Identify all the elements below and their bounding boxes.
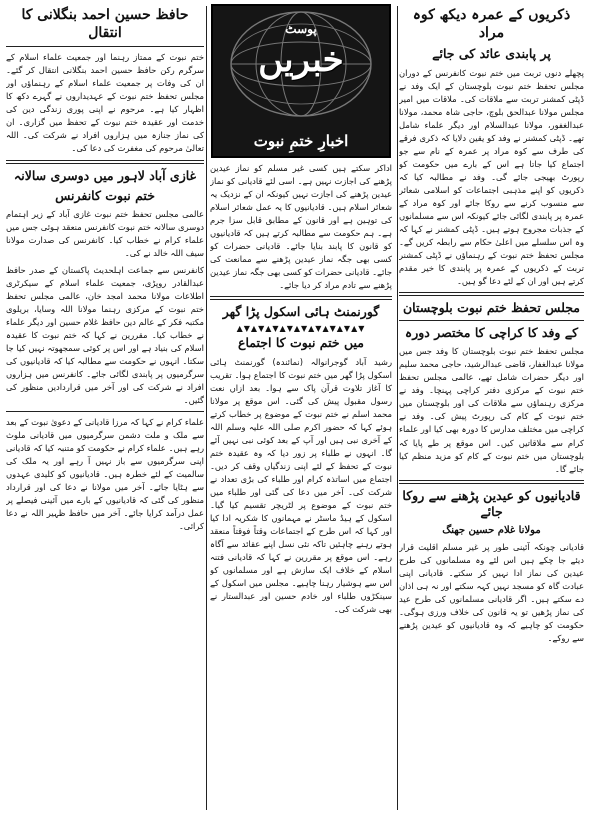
masthead-brand-bottom: اخبارِ ختمِ نبوت	[253, 132, 349, 150]
right-column	[399, 4, 584, 812]
article-eid-continued: اداکر سکتے ہیں کسی غیر مسلم کو نماز عیدین پڑھنے کی اجازت نہیں ہے۔ اسی لئے قادیانی کو نماز عیدین پڑھنے کی اجازت نہیں کیونکہ ان کے نزدیک یہ شعائر اسلام ہیں۔ قادیانیوں کا یہ عمل شعائر اسلام کی توہین ہے اور قانون کے مطابق قابل سزا جرم ہے۔ ہم حکومت سے مطالبہ کرتے ہیں کہ قادیانیوں کو قانون کا پابند بنایا جائے۔ قادیانی حضرات کو کسی بھی جگہ نماز عیدین پڑھنے سے ممانعت کی جائے۔ قادیانی حضرات کو کسی بھی جگہ نماز عیدین پڑھنے سے تادم مراد کر دیا جائے۔	[210, 163, 392, 291]
divider	[399, 480, 584, 484]
headline-ban-demand: پر پابندی عائد کی جائے	[432, 46, 551, 62]
column-rule	[206, 6, 207, 810]
article-zikri-body: پچھلے دنوں تربت میں ختم نبوت کانفرنس کے دوران مجلس تحفظ ختم نبوت بلوچستان کے ایک وفد نے ڈپٹی کمشنر تربت سے ملاقات کی۔ ملاقات میں امیر مجلس مولانا عبدالحق بلوچ، حاجی شاہ محمد، مولانا عبدالغفور، مولانا عبدالسلام اور دیگر علماء شامل تھے۔ ڈپٹی کمشنر نے وفد کو یقین دلایا کہ ذکری فرقے کی طرف سے کوہ مراد پر عمرہ کے نام سے جو اجتماع کیا جاتا ہے اس کے بارے میں حکومت کو رپورٹ بھیجی جائے گی۔ وفد نے مطالبہ کیا کہ ذکریوں کو اپنے مذہبی اجتماعات کو اسلامی شعائر سے منسوب کرنے سے روکا جائے اور کوہ مراد کے عمرہ پر پابندی لگائی جائے کیونکہ اس سے مسلمانوں کے جذبات مجروح ہوتے ہیں۔ ڈپٹی کمشنر نے کہا کہ وہ اس سلسلے میں اعلیٰ حکام سے رابطہ کریں گے۔ مجلس تحفظ ختم نبوت کے رہنماؤں نے ڈپٹی کمشنر تربت کے ذکریوں کے عمرہ پر پابندی کا خیر مقدم کرتے ہیں اور ان کے لئے دعا گو ہیں۔	[399, 67, 584, 286]
headline-majlis-balochistan: مجلس تحفظ ختم نبوت بلوچستان	[403, 299, 580, 315]
article-karachi-body: مجلس تحفظ ختم نبوت بلوچستان کا وفد جس میں مولانا عبدالغفار، قاضی عبدالرشید، حاجی محمد سلیم اور دیگر حضرات شامل تھے، عالمی مجلس تحفظ ختم نبوت کے مرکزی دفتر کراچی پہنچا۔ وفد نے مرکزی رہنماؤں سے ملاقات کی اور بلوچستان میں ختم نبوت کے کام کی رپورٹ پیش کی۔ وفد نے کراچی میں مختلف مدارس کا دورہ بھی کیا اور علماء کرام سے ملاقاتیں کیں۔ اس موقع پر طے پایا کہ بلوچستان میں ختم نبوت کے کام کو مزید منظم کیا جائے گا۔	[399, 346, 584, 474]
headline-obituary: حافظ حسین احمد بنگلانی کا انتقال	[21, 7, 189, 42]
divider	[6, 46, 204, 47]
left-column	[6, 4, 204, 812]
article-eid-body: قادیانی چونکہ آئینی طور پر غیر مسلم اقلیت قرار دیئے جا چکے ہیں اس لئے وہ مسلمانوں کی طرح عیدین کی نماز ادا نہیں کر سکتے۔ قادیانی اپنی عبادت گاہ کو مسجد نہیں کہہ سکتے اور نہ ہی اذان دے سکتے ہیں۔ اگر قادیانی مسلمانوں کی طرح عید کی نماز پڑھیں تو یہ قانون کی خلاف ورزی ہوگی۔ حکومت کو چاہیے کہ وہ قادیانیوں کو عیدین پڑھنے سے روکے۔	[399, 542, 584, 644]
headline-school-gathering: میں ختم نبوت کا اجتماع	[238, 335, 364, 351]
article-conference-intro: عالمی مجلس تحفظ ختم نبوت غازی آباد کے زیر اہتمام دوسری سالانہ ختم نبوت کانفرنس منعقد ہوئی جس میں علماء کرام نے خطاب کیا۔ کانفرنس کی صدارت مولانا سیف اللہ خالد نے کی۔	[6, 209, 204, 259]
column-rule	[397, 6, 398, 810]
divider	[6, 160, 204, 164]
headline-kohe-murad: ذکریوں کے عمرہ دیکھ کوہ مراد	[412, 7, 571, 42]
headline-eid-prayer: قادیانیوں کو عیدین پڑھنے سے روکا جائے	[402, 487, 581, 519]
divider	[210, 296, 392, 300]
masthead-brand-main: خبریں	[258, 40, 344, 80]
headline-conference: ختم نبوت کانفرنس	[55, 187, 155, 203]
article-school-body: رشید آباد گوجرانوالہ (نمائندہ) گورنمنٹ ہائی اسکول پڑا گھر میں ختم نبوت کا اجتماع ہوا۔ تقریب کا آغاز تلاوت قرآن پاک سے ہوا۔ بعد ازاں نعت رسول مقبول پیش کی گئی۔ اس موقع پر مولانا محمد اسلم نے ختم نبوت کے موضوع پر خطاب کرتے ہوئے کہا کہ حضور اکرم صلی اللہ علیہ وسلم اللہ کے آخری نبی ہیں اور آپ کے بعد کوئی نبی نہیں آئے گا۔ انہوں نے طلباء پر زور دیا کہ وہ عقیدہ ختم نبوت کے تحفظ کے لئے اپنی زندگیاں وقف کر دیں۔ اجتماع میں اساتذہ کرام اور طلباء کی بڑی تعداد نے شرکت کی۔ آخر میں دعا کی گئی اور طلباء میں ختم نبوت کے موضوع پر لٹریچر تقسیم کیا گیا۔ اسکول کے ہیڈ ماسٹر نے مہمانوں کا شکریہ ادا کیا اور کہا کہ اس طرح کے اجتماعات وقتاً فوقتاً منعقد ہوتے رہنے چاہئیں تاکہ نئی نسل اپنے عقائد سے آگاہ رہے۔ اس موقع پر مقررین نے کہا کہ قادیانی فتنہ اسلام کے خلاف ایک سازش ہے اور مسلمانوں کو اس سے ہوشیار رہنا چاہیے۔ مجلس میں اسکول کے سینکڑوں طلباء اور خادم حسین اور عبدالستار نے بھی شرکت کی۔	[210, 356, 392, 614]
article-qadiani-body: علماء کرام نے کہا کہ مرزا قادیانی کے دعویٰ نبوت کے بعد سے ملک و ملت دشمن سرگرمیوں میں قادیانی ملوث رہے ہیں۔ علماء کرام نے حکومت کو متنبہ کیا کہ قادیانی اپنی سرگرمیوں سے باز نہیں آ رہے اور یہ ملک کی سالمیت کے لئے خطرہ ہیں۔ قادیانیوں کو کلیدی عہدوں سے ہٹایا جائے۔ آخر میں مولانا نے دعا کی اور قرارداد منظور کی گئی کہ قادیانیوں کے بارے میں آئینی فیصلے پر عمل درآمد کرایا جائے۔ آخر میں حافظ ظہیر اللہ نے دعا کرائی۔	[6, 417, 204, 532]
headline-ghaziabad: غازی آباد لاہور میں دوسری سالانہ	[13, 167, 197, 183]
article-obituary-body: ختم نبوت کے ممتاز رہنما اور جمعیت علماء اسلام کے سرگرم رکن حافظ حسین احمد بنگلانی انتقال کر گئے۔ ان کی وفات پر جمعیت علماء اسلام کے رہنماؤں اور مجلس تحفظ ختم نبوت کے عہدیداروں نے گہرے دکھ کا اظہار کیا ہے۔ مرحوم نے اپنی پوری زندگی دین کی خدمت اور عقیدہ ختم نبوت کے تحفظ میں گزاری۔ ان کی نماز جنازہ میں ہزاروں افراد نے شرکت کی۔ اللہ تعالیٰ مرحوم کی مغفرت کی دعا کی۔	[6, 52, 204, 154]
middle-column	[210, 4, 392, 812]
divider	[399, 292, 584, 296]
headline-govt-school: گورنمنٹ ہائی اسکول پڑا گھر	[222, 304, 380, 320]
masthead-brand-top: پوسٹ	[285, 22, 317, 36]
headline-karachi-visit: کے وفد کا کراچی کا مختصر دورہ	[404, 325, 579, 341]
byline-ghulam-hussain: مولانا غلام حسین جھنگ	[442, 525, 541, 537]
masthead-logo	[211, 4, 391, 158]
ornament-divider: ▼▲▼▲▼▲▼▲▼▲▼▲▼▲▼▲▼▲	[236, 324, 366, 334]
divider	[6, 411, 204, 412]
article-conference-body: کانفرنس سے جماعت اہلحدیث پاکستان کے صدر حافظ عبدالقادر روپڑی، جمعیت علماء اسلام کے سیکرٹری اطلاعات مولانا محمد امجد خان، عالمی مجلس تحفظ ختم نبوت کے مرکزی رہنما مولانا اللہ وسایا، بریلوی مکتبہ فکر کے عالم دین حافظ غلام حسین اور دیگر علماء نے خطاب کیا۔ مقررین نے کہا کہ ختم نبوت کا عقیدہ اسلام کی بنیاد ہے اور اس پر کوئی سمجھوتہ نہیں کیا جا سکتا۔ انہوں نے حکومت سے مطالبہ کیا کہ قادیانیوں کی سرگرمیوں پر پابندی لگائی جائے۔ کانفرنس میں ہزاروں افراد نے شرکت کی اور آخر میں قراردادیں منظور کی گئیں۔	[6, 265, 204, 406]
divider	[399, 320, 584, 321]
